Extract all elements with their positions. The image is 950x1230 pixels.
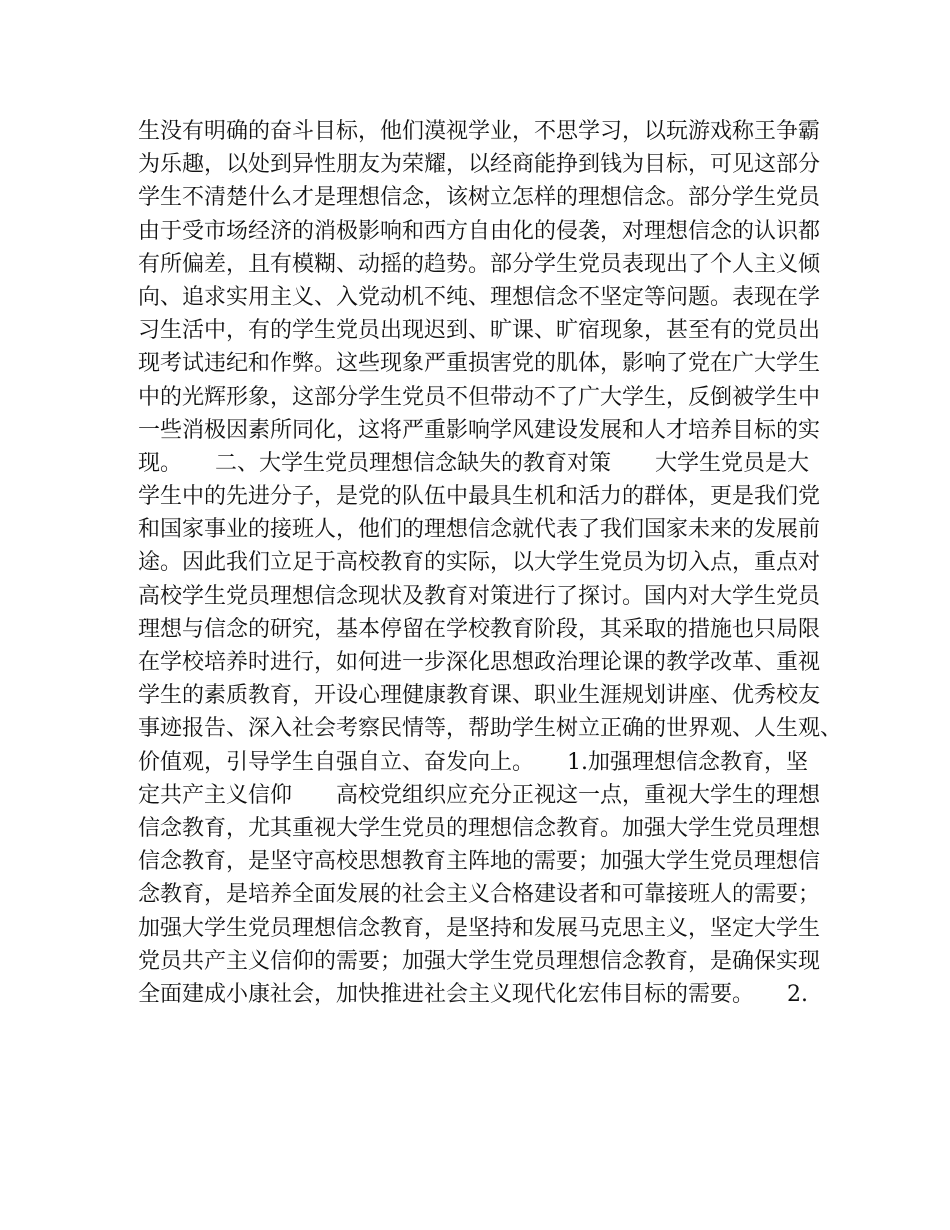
text-line-2: 为乐趣，以处到异性朋友为荣耀，以经商能挣到钱为目标，可见这部分 — [138, 152, 821, 178]
body-text — [138, 115, 843, 1011]
text-line-17: 在学校培养时进行，如何进一步深化思想政治理论课的教学改革、重视 — [138, 650, 821, 675]
text-line-1: 生没有明确的奋斗目标，他们漠视学业，不思学习，以玩游戏称王争霸 — [138, 119, 821, 144]
text-line-9: 中的光辉形象，这部分学生党员不但带动不了广大学生，反倒被学生中 — [138, 384, 821, 410]
text-line-10: 一些消极因素所同化，这将严重影响学风建设发展和人才培养目标的实 — [138, 417, 821, 443]
text-line-19: 事迹报告、深入社会考察民情等，帮助学生树立正确的世界观、人生观、 — [138, 716, 843, 742]
text-line-15: 高校学生党员理想信念现状及教育对策进行了探讨。国内对大学生党员 — [138, 583, 821, 609]
text-line-24: 念教育，是培养全面发展的社会主义合格建设者和可靠接班人的需要； — [138, 882, 821, 908]
text-line-6: 向、追求实用主义、入党动机不纯、理想信念不坚定等问题。表现在学 — [138, 284, 821, 310]
text-line-4: 由于受市场经济的消极影响和西方自由化的侵袭，对理想信念的认识都 — [138, 218, 821, 244]
text-line-16: 理想与信念的研究，基本停留在学校教育阶段，其采取的措施也只局限 — [138, 616, 821, 642]
text-line-14: 途。因此我们立足于高校教育的实际，以大学生党员为切入点，重点对 — [138, 550, 821, 576]
text-line-23: 信念教育，是坚守高校思想教育主阵地的需要；加强大学生党员理想信 — [138, 849, 821, 875]
text-line-18: 学生的素质教育，开设心理健康教育课、职业生涯规划讲座、优秀校友 — [138, 683, 821, 709]
text-line-22: 信念教育，尤其重视大学生党员的理想信念教育。加强大学生党员理想 — [138, 815, 821, 841]
text-line-7: 习生活中，有的学生党员出现迟到、旷课、旷宿现象，甚至有的党员出 — [138, 318, 821, 344]
text-line-25: 加强大学生党员理想信念教育，是坚持和发展马克思主义，坚定大学生 — [138, 915, 821, 941]
text-line-11: 现。 二、大学生党员理想信念缺失的教育对策 大学生党员是大 — [138, 450, 810, 476]
text-line-27: 全面建成小康社会，加快推进社会主义现代化宏伟目标的需要。 2. — [138, 981, 808, 1007]
text-line-13: 和国家事业的接班人，他们的理想信念就代表了我们国家未来的发展前 — [138, 517, 821, 543]
text-line-8: 现考试违纪和作弊。这些现象严重损害党的肌体，影响了党在广大学生 — [138, 351, 821, 377]
text-line-3: 学生不清楚什么才是理想信念，该树立怎样的理想信念。部分学生党员 — [138, 185, 821, 211]
text-line-12: 学生中的先进分子，是党的队伍中最具生机和活力的群体，更是我们党 — [138, 484, 821, 510]
text-line-26: 党员共产主义信仰的需要；加强大学生党员理想信念教育，是确保实现 — [138, 948, 821, 974]
text-line-21: 定共产主义信仰 高校党组织应充分正视这一点，重视大学生的理想 — [138, 782, 821, 808]
text-line-20: 价值观，引导学生自强自立、奋发向上。 1.加强理想信念教育，坚 — [138, 749, 808, 775]
text-line-5: 有所偏差，且有模糊、动摇的趋势。部分学生党员表现出了个人主义倾 — [138, 251, 821, 277]
